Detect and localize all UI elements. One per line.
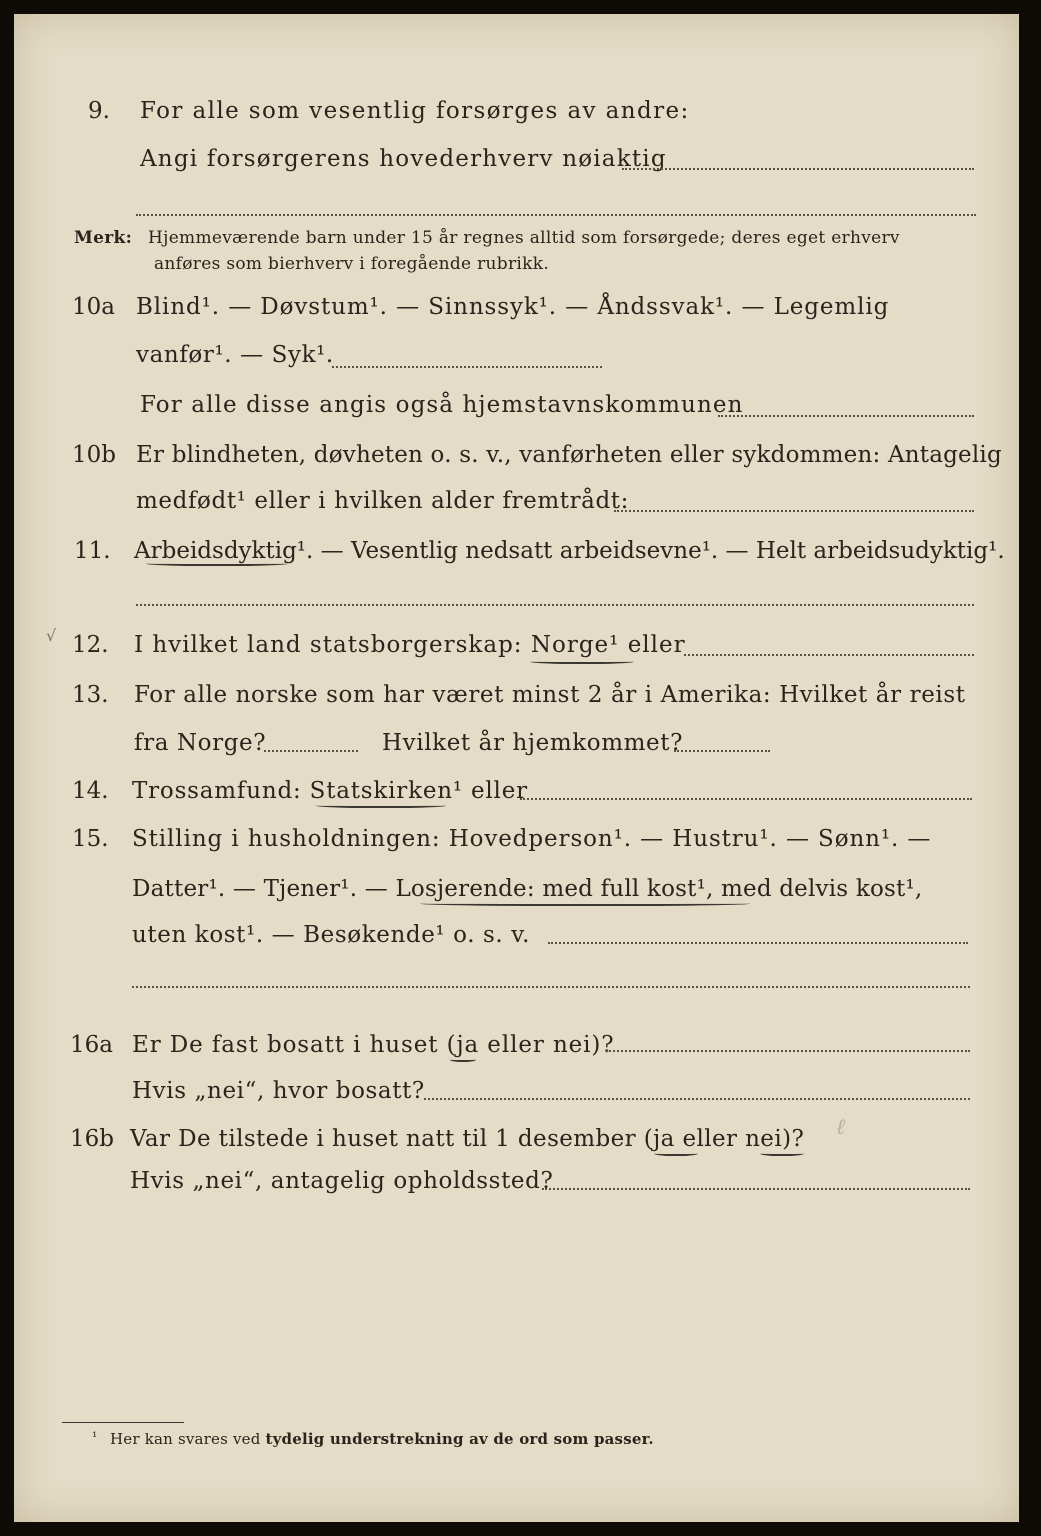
footnote-text-a: Her kan svares ved — [110, 1430, 266, 1448]
q16b-line2: Hvis „nei“, antagelig opholdssted? — [130, 1168, 554, 1194]
q15-line1: Stilling i husholdningen: Hovedperson¹. — Hustru¹. — Sønn¹. — — [132, 826, 932, 852]
census-form-page — [14, 14, 1019, 1522]
q16a-line2: Hvis „nei“, hvor bosatt? — [132, 1078, 425, 1104]
q16b-pencil-scribble: ℓ — [836, 1115, 846, 1140]
q16b-answer-line — [542, 1188, 970, 1190]
q9-line1: For alle som vesentlig forsørges av andre: — [140, 98, 690, 124]
q13-hjemkommet-line — [674, 750, 770, 752]
q16a-line1: Er De fast bosatt i huset (ja eller nei)? — [132, 1032, 615, 1058]
q13-reist-line — [264, 750, 358, 752]
q10a-line1: Blind¹. — Døvstum¹. — Sinnssyk¹. — Åndssvak¹. — Legemlig — [136, 294, 890, 320]
footnote-text-b: tydelig understrekning av de ord som passer. — [265, 1430, 654, 1448]
q15-line2: Datter¹. — Tjener¹. — Losjerende: med full kost¹, med delvis kost¹, — [132, 876, 923, 902]
q10b-line2: medfødt¹ eller i hvilken alder fremtrådt: — [136, 488, 629, 514]
q9-answer-line-2 — [136, 214, 976, 216]
q13-line2a: fra Norge? — [134, 730, 267, 756]
q12-number: 12. — [72, 632, 109, 658]
q10a-line2: vanfør¹. — Syk¹. — [136, 342, 334, 368]
q10a-answer-line — [332, 366, 602, 368]
q10b-line1: Er blindheten, døvheten o. s. v., vanførheten eller sykdommen: Antagelig — [136, 442, 1002, 468]
q16b-line1: Var De tilstede i huset natt til 1 desember (ja eller nei)? — [130, 1126, 805, 1152]
q14-underline-statskirken — [316, 802, 446, 808]
q15-answer-line — [548, 942, 968, 944]
footnote-rule — [62, 1422, 184, 1423]
q15-number: 15. — [72, 826, 109, 852]
q11-number: 11. — [74, 538, 111, 564]
q14-line1: Trossamfund: Statskirken¹ eller — [132, 778, 528, 804]
q13-number: 13. — [72, 682, 109, 708]
q10b-number: 10b — [72, 442, 116, 468]
q10a-number: 10a — [72, 294, 115, 320]
q14-answer-line — [520, 798, 972, 800]
footnote-text — [110, 1430, 654, 1448]
q14-number: 14. — [72, 778, 109, 804]
q15-line3: uten kost¹. — Besøkende¹ o. s. v. — [132, 922, 531, 948]
q16a-number: 16a — [70, 1032, 113, 1058]
footnote-marker: ¹ — [92, 1430, 98, 1445]
q13-line2b: Hvilket år hjemkommet? — [382, 730, 684, 756]
q10b-answer-line — [614, 510, 974, 512]
q16b-number: 16b — [70, 1126, 114, 1152]
q16b-underline-nei — [760, 1150, 804, 1156]
q11-line1: Arbeidsdyktig¹. — Vesentlig nedsatt arbeidsevne¹. — Helt arbeidsudyktig¹. — [134, 538, 1005, 564]
q12-underline-norge — [530, 658, 634, 664]
q11-answer-line — [136, 604, 974, 606]
q16b-underline-ja — [654, 1150, 698, 1156]
q15-underline-losjerende — [420, 900, 750, 906]
q15-answer-line-2 — [132, 986, 970, 988]
q16a-bosatt-line — [424, 1098, 970, 1100]
q16a-answer-line — [606, 1050, 970, 1052]
q13-line1: For alle norske som har været minst 2 år i Amerika: Hvilket år reist — [134, 682, 966, 708]
merk-line1: Hjemmeværende barn under 15 år regnes alltid som forsørgede; deres eget erhverv — [148, 228, 900, 248]
q12-line1: I hvilket land statsborgerskap: Norge¹ eller — [134, 632, 686, 658]
merk-label: Merk: — [74, 228, 133, 248]
q12-answer-line — [684, 654, 974, 656]
q9-number: 9. — [88, 98, 110, 124]
q9-answer-line — [622, 168, 974, 170]
q12-check-mark: √ — [46, 626, 57, 645]
merk-line2: anføres som bierhverv i foregående rubrikk. — [154, 254, 550, 274]
q10a-line3: For alle disse angis også hjemstavnskommunen — [140, 392, 744, 418]
q11-underline-arbeidsdyktig — [146, 560, 288, 566]
q9-line2: Angi forsørgerens hovederhverv nøiaktig — [140, 146, 667, 172]
q10a-kommune-line — [718, 415, 974, 417]
q16a-underline-ja — [450, 1056, 476, 1062]
